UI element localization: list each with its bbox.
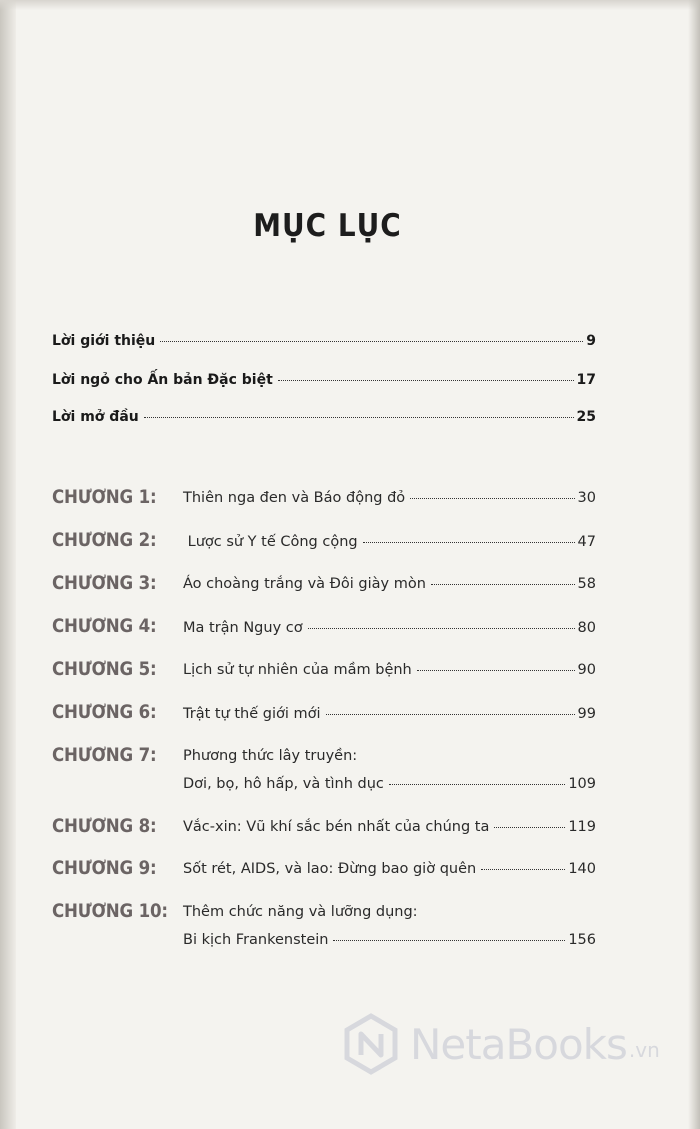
chapter-label: CHƯƠNG 9: [52, 858, 157, 879]
dot-leader [308, 628, 575, 629]
toc-entry-page: 9 [586, 333, 596, 349]
dot-leader [278, 380, 574, 381]
toc-entry-title: Lời giới thiệu [52, 333, 156, 349]
toc-entry-page: 30 [577, 490, 596, 506]
toc-entry-title: Lời mở đầu [52, 409, 139, 425]
toc-entry-title: Trật tự thế giới mới [183, 706, 321, 722]
chapter-label: CHƯƠNG 7: [52, 745, 157, 766]
toc-entry-page: 119 [568, 819, 596, 835]
toc-entry-title: Lược sử Y tế Công cộng [183, 534, 358, 550]
toc-entry-front-3[interactable] [52, 409, 596, 425]
dot-leader [481, 869, 565, 870]
toc-entry-title: Áo choàng trắng và Đôi giày mòn [183, 576, 426, 592]
chapter-label: CHƯƠNG 2: [52, 530, 157, 551]
chapter-label: CHƯƠNG 4: [52, 616, 157, 637]
toc-entry-page: 156 [568, 932, 596, 948]
toc-entry-chapter-3[interactable] [183, 576, 596, 592]
chapter-label: CHƯƠNG 6: [52, 702, 157, 723]
toc-entry-chapter-5[interactable] [183, 662, 596, 678]
toc-entry-page: 99 [577, 706, 596, 722]
toc-entry-page: 25 [576, 409, 596, 425]
toc-entry-title: Thiên nga đen và Báo động đỏ [183, 490, 406, 506]
dot-leader [389, 784, 565, 785]
toc-entry-page: 47 [577, 534, 596, 550]
dot-leader [494, 827, 565, 828]
netabooks-logo-icon [340, 1013, 402, 1075]
chapter-label: CHƯƠNG 10: [52, 901, 168, 922]
toc-entry-title: Lời ngỏ cho Ấn bản Đặc biệt [52, 372, 273, 388]
toc-entry-title-line1: Thêm chức năng và lưỡng dụng: [183, 904, 418, 920]
toc-entry-chapter-10[interactable] [183, 932, 596, 948]
dot-leader [333, 940, 565, 941]
page-edge-shadow-right [688, 0, 700, 1129]
toc-entry-page: 80 [577, 620, 596, 636]
page-title: MỤC LỤC [253, 208, 402, 244]
toc-entry-chapter-7[interactable] [183, 776, 596, 792]
watermark [340, 1012, 685, 1076]
toc-entry-title: Bi kịch Frankenstein [183, 932, 329, 948]
dot-leader [417, 670, 575, 671]
dot-leader [410, 498, 574, 499]
watermark-brand: NetaBooks [410, 1019, 627, 1069]
dot-leader [326, 714, 575, 715]
toc-entry-title: Sốt rét, AIDS, và lao: Đừng bao giờ quên [183, 861, 477, 877]
toc-entry-title-line1: Phương thức lây truyền: [183, 748, 358, 764]
toc-entry-page: 90 [577, 662, 596, 678]
watermark-suffix: .vn [628, 1038, 660, 1062]
toc-entry-chapter-8[interactable] [183, 819, 596, 835]
toc-entry-title: Vắc-xin: Vũ khí sắc bén nhất của chúng ta [183, 819, 490, 835]
page-edge-shadow-left [0, 0, 16, 1129]
toc-entry-title: Dơi, bọ, hô hấp, và tình dục [183, 776, 384, 792]
toc-entry-chapter-1[interactable] [183, 490, 596, 506]
toc-entry-chapter-4[interactable] [183, 620, 596, 636]
toc-entry-title: Ma trận Nguy cơ [183, 620, 303, 636]
page-edge-shadow-top [0, 0, 700, 10]
chapter-label: CHƯƠNG 8: [52, 816, 157, 837]
toc-entry-page: 109 [568, 776, 596, 792]
toc-entry-title: Lịch sử tự nhiên của mầm bệnh [183, 662, 412, 678]
toc-entry-chapter-6[interactable] [183, 706, 596, 722]
toc-entry-chapter-2[interactable] [183, 534, 596, 550]
toc-entry-page: 17 [576, 372, 596, 388]
chapter-label: CHƯƠNG 5: [52, 659, 157, 680]
dot-leader [363, 542, 575, 543]
toc-entry-front-2[interactable] [52, 372, 596, 388]
dot-leader [160, 341, 583, 342]
chapter-label: CHƯƠNG 3: [52, 573, 157, 594]
toc-entry-page: 140 [568, 861, 596, 877]
toc-entry-chapter-9[interactable] [183, 861, 596, 877]
toc-entry-front-1[interactable] [52, 333, 596, 349]
dot-leader [431, 584, 575, 585]
chapter-label: CHƯƠNG 1: [52, 487, 157, 508]
dot-leader [144, 417, 574, 418]
toc-entry-page: 58 [577, 576, 596, 592]
